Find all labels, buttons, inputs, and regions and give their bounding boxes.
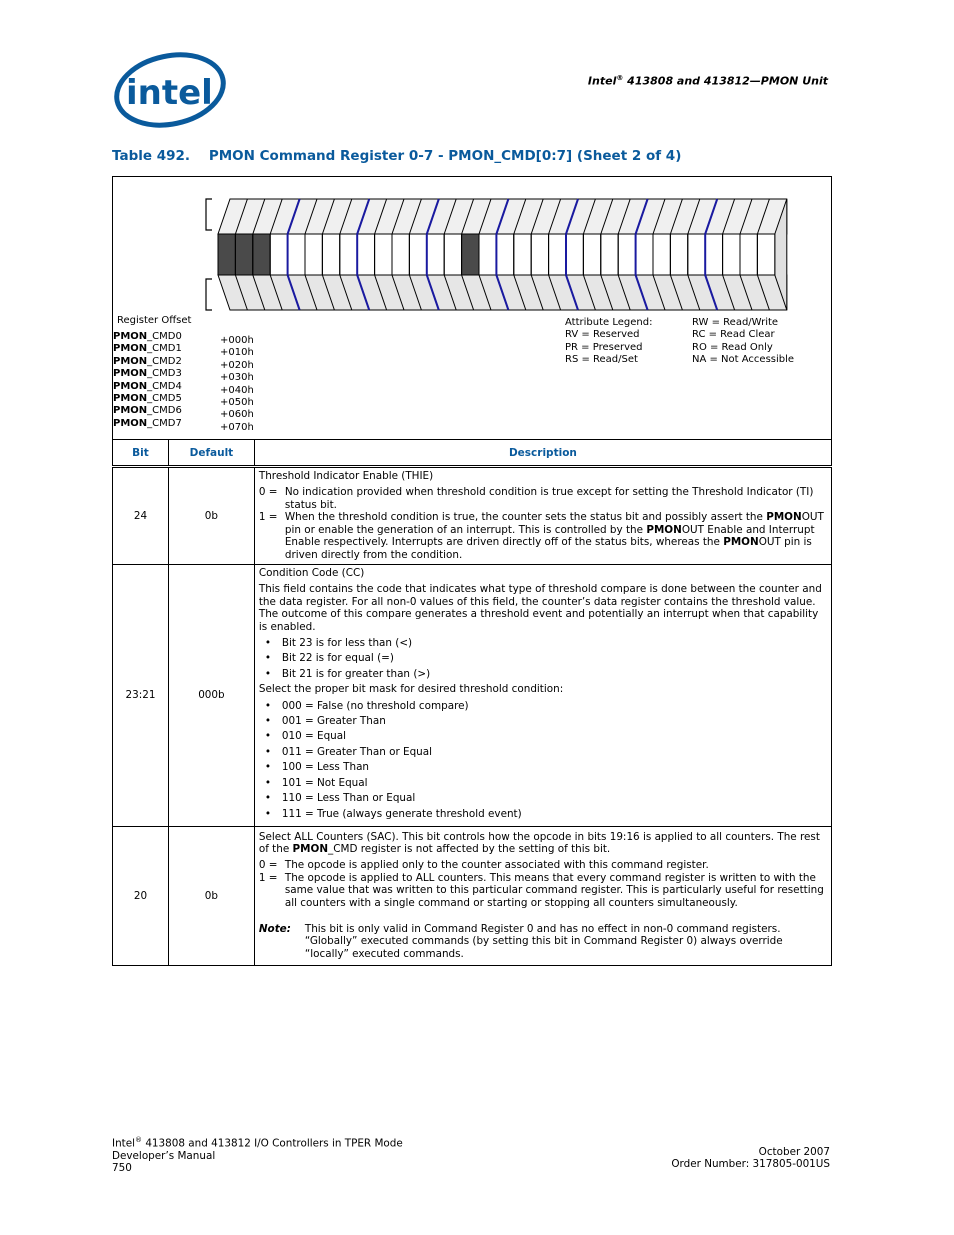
- bit-cell: [549, 234, 566, 275]
- bit-cell: [444, 234, 461, 275]
- bullet-item: • 011 = Greater Than or Equal: [264, 745, 433, 758]
- bullet-item: • Bit 21 is for greater than (>): [264, 667, 431, 680]
- bit-cell: [670, 234, 687, 275]
- bit-cell: 24: [113, 467, 169, 565]
- bullet-item: • Bit 22 is for equal (=): [264, 652, 394, 665]
- bullet-item: • 110 = Less Than or Equal: [264, 792, 416, 805]
- register-offset: +010h: [220, 347, 254, 359]
- register-offset: +070h: [220, 421, 254, 433]
- table-header-row: [113, 440, 832, 467]
- register-name: PMON_CMD1: [113, 343, 182, 355]
- bullet-item: • 000 = False (no threshold compare): [264, 699, 469, 712]
- bit-cell: [235, 234, 252, 275]
- legend-entry: RV = Reserved: [565, 329, 640, 341]
- register-name: PMON_CMD0: [113, 331, 182, 342]
- register-name: PMON_CMD3: [113, 368, 182, 380]
- legend-entry: Attribute Legend:: [565, 317, 653, 328]
- bit-cell: [583, 234, 600, 275]
- bracket-top: [206, 199, 212, 230]
- bit-cell: [531, 234, 548, 275]
- bit-cell: [288, 234, 305, 275]
- register-name: PMON_CMD5: [113, 393, 182, 405]
- bracket-bottom: [206, 279, 212, 310]
- value-item: 1 = When the threshold condition is true, the counter sets the status bit and possibly assert the PMONOUT pin or enable the generation of an interrupt. This is controlled by the PMONOUT Enable and Interrupt Enable respectively. Interrupts are driven directly off of the status bits, whereas the PMONOUT pin is driven directly from the condition.: [258, 511, 824, 561]
- bit-cell: [322, 234, 339, 275]
- legend-entry: RO = Read Only: [692, 341, 773, 353]
- bit-cell: [496, 234, 513, 275]
- register-offsets: [220, 335, 254, 434]
- bit-cell: [723, 234, 740, 275]
- table-row: [113, 467, 832, 565]
- bit-cell: [514, 234, 531, 275]
- legend-entry: RC = Read Clear: [692, 329, 775, 341]
- register-offset: +020h: [220, 359, 254, 371]
- col-header-default: Default: [168, 440, 254, 467]
- bit-cell: [218, 234, 235, 275]
- description-cell: [254, 565, 831, 827]
- bit-cell: 23:21: [113, 565, 169, 827]
- register-name: PMON_CMD4: [113, 380, 182, 392]
- bit-cell: [409, 234, 426, 275]
- bit-cell: [601, 234, 618, 275]
- default-cell: 0b: [168, 826, 254, 965]
- register-offset: +030h: [220, 372, 254, 384]
- bit-cell: [740, 234, 757, 275]
- default-cell: 000b: [168, 565, 254, 827]
- note-text: This bit is only valid in Command Register 0 and has no effect in non-0 command registers. “Globally” executed commands (by setting this bit in Command Register 0) always override “locally” executed commands.: [304, 923, 783, 960]
- bit-cell: 20: [113, 826, 169, 965]
- bit-cell: [427, 234, 444, 275]
- field-title: Condition Code (CC): [258, 567, 365, 579]
- legend-entry: RS = Read/Set: [565, 354, 638, 366]
- attribute-legend: [565, 317, 795, 367]
- legend-entry: PR = Preserved: [565, 341, 643, 353]
- bit-cell: [618, 234, 635, 275]
- bit-cell: [375, 234, 392, 275]
- bit-cell: [566, 234, 583, 275]
- legend-entry: RW = Read/Write: [692, 317, 779, 328]
- bit-cell: [688, 234, 705, 275]
- register-offset: +050h: [220, 397, 254, 409]
- bullet-item: • 010 = Equal: [264, 730, 347, 743]
- default-cell: 0b: [168, 467, 254, 565]
- register-offset: +040h: [220, 384, 254, 396]
- bit-cell: [392, 234, 409, 275]
- field-title: Threshold Indicator Enable (THIE): [258, 470, 434, 483]
- bit-cell: [357, 234, 374, 275]
- bit-cell: [305, 234, 322, 275]
- intel-logo: [108, 50, 228, 134]
- running-header: Intel® 413808 and 413812—PMON Unit: [587, 74, 828, 88]
- note: [259, 923, 825, 960]
- description-cell: [254, 467, 831, 565]
- legend-entry: NA = Not Accessible: [692, 354, 795, 366]
- bullet-item: • 101 = Not Equal: [264, 776, 368, 789]
- value-item: 1 = The opcode is applied to ALL counters. This means that every command register is written to with the same value that was written to this particular command register. This is particularly useful for resetting all counters with a single command or starting or stopping all counters simultaneously.: [258, 871, 824, 909]
- bullet-item: • Bit 23 is for less than (<): [264, 637, 413, 650]
- value-item: 0 = No indication provided when threshold condition is true except for setting the Threshold Indicator (TI) status bit.: [258, 486, 814, 511]
- bullet-item: • 111 = True (always generate threshold event): [264, 807, 522, 820]
- table-title: Table 492. PMON Command Register 0-7 - PMON_CMD[0:7] (Sheet 2 of 4): [112, 148, 682, 164]
- bit-cell: [462, 234, 479, 275]
- col-header-description: Description: [254, 440, 831, 467]
- footer-right: October 2007 Order Number: 317805-001US: [671, 1146, 830, 1171]
- bit-cell: [705, 234, 722, 275]
- bit-cell: [270, 234, 287, 275]
- register-diagram: [112, 176, 832, 441]
- col-header-bit: Bit: [113, 440, 169, 467]
- table-row: [113, 565, 832, 827]
- register-offset: +000h: [220, 335, 254, 346]
- bit-description-table: [112, 439, 832, 966]
- table-row: [113, 826, 832, 965]
- footer-left: Intel® 413808 and 413812 I/O Controllers in TPER Mode Developer’s Manual 750: [112, 1136, 403, 1175]
- register-offset-label: Register Offset: [117, 315, 192, 326]
- note-label: Note:: [258, 923, 291, 936]
- mask-intro: Select the proper bit mask for desired threshold condition:: [258, 683, 564, 696]
- bit-cell: [653, 234, 670, 275]
- register-name: PMON_CMD2: [113, 355, 182, 367]
- register-names: [113, 331, 182, 430]
- bit-cell: [479, 234, 496, 275]
- page-number: 750: [112, 1162, 132, 1175]
- bullet-item: • 001 = Greater Than: [264, 715, 386, 728]
- value-item: 0 = The opcode is applied only to the counter associated with this command register.: [258, 859, 709, 872]
- register-offset: +060h: [220, 409, 254, 421]
- bullet-item: • 100 = Less Than: [264, 761, 370, 774]
- register-name: PMON_CMD6: [113, 405, 182, 417]
- svg-text:intel: intel: [126, 73, 213, 113]
- field-paragraph: This field contains the code that indicates what type of threshold compare is done between the counter and the data register. For all non-0 values of this field, the counter’s data register contains the threshold value. The outcome of this compare generates a threshold event and potentially an interrupt when that capability is enabled.: [258, 583, 822, 633]
- bit-field-diagram: [113, 177, 831, 317]
- description-cell: [254, 826, 831, 965]
- field-title: Select ALL Counters (SAC). This bit controls how the opcode in bits 19:16 is applied to all counters. The rest of the PMON_CMD register is not affected by the setting of this bit.: [258, 830, 820, 855]
- bit-cell: [757, 234, 774, 275]
- bit-cell: [253, 234, 270, 275]
- bit-cell: [636, 234, 653, 275]
- bit-cell: [340, 234, 357, 275]
- register-name: PMON_CMD7: [113, 417, 182, 429]
